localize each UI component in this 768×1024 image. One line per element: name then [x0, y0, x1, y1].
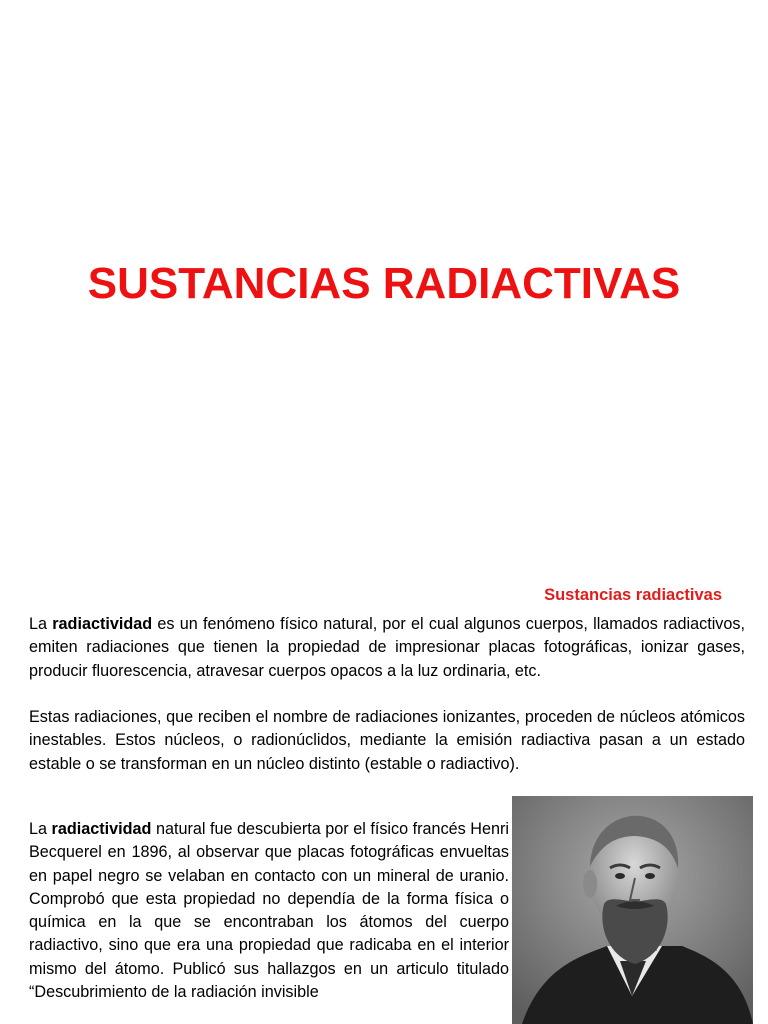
paragraph-lead: La	[29, 820, 52, 838]
keyword-radiactividad: radiactividad	[52, 615, 153, 633]
keyword-radiactividad: radiactividad	[51, 820, 152, 838]
section-heading: Sustancias radiactivas	[544, 586, 722, 604]
paragraph-definition	[29, 613, 745, 683]
paragraph-body: natural fue descubierta por el físico francés Henri Becquerel en 1896, al observar que placas fotográficas envueltas en papel negro se velaban en contacto con un mineral de uranio. Comprobó que esta propiedad no dependía de la forma física o química en la que se encontraban los átomos del cuerpo radiactivo, sino que era una propiedad que radicaba en el interior mismo del átomo. Publicó sus hallazgos en un articulo titulado “Descubrimiento de la radiación invisible	[29, 820, 509, 1002]
page-title: SUSTANCIAS RADIACTIVAS	[87, 259, 681, 308]
becquerel-portrait-photo	[512, 796, 753, 1024]
paragraph-discovery	[29, 818, 509, 1004]
paragraph-lead: La	[29, 615, 53, 633]
paragraph-body: es un fenómeno físico natural, por el cual algunos cuerpos, llamados radiactivos, emiten radiaciones que tienen la propiedad de impresionar placas fotográficas, ionizar gases, producir fluorescencia, atravesar cuerpos opacos a la luz ordinaria, etc.	[29, 615, 745, 680]
paragraph-radiations: Estas radiaciones, que reciben el nombre de radiaciones ionizantes, proceden de núcleos atómicos inestables. Estos núcleos, o radionúclidos, mediante la emisión radiactiva pasan a un estado estable o se transforman en un núcleo distinto (estable o radiactivo).	[29, 708, 745, 773]
